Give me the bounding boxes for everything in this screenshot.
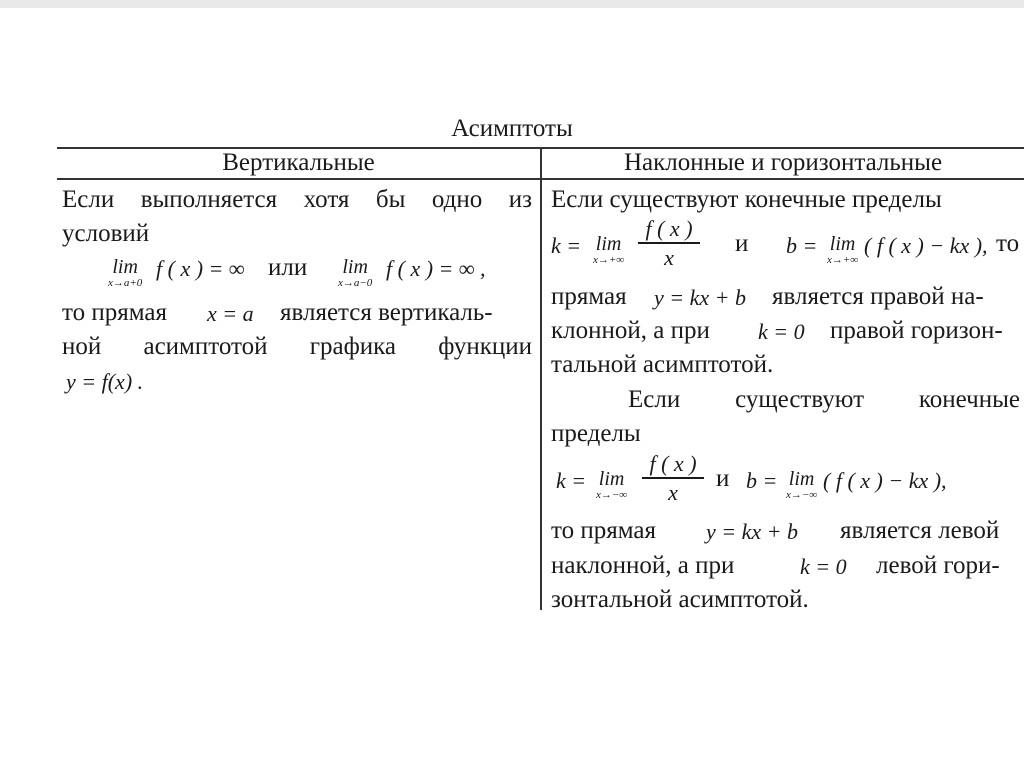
oblique-to-word: то — [996, 230, 1020, 257]
oblique-text-line-3b: является правой на- — [772, 283, 984, 310]
oblique-b-expression-left: ( f ( x ) − kx ), — [823, 468, 947, 493]
vertical-or-word: или — [268, 254, 308, 281]
vertical-text-line-4: ной асимптотой графика функции — [62, 333, 532, 360]
top-band — [0, 0, 1024, 8]
fraction-denominator: x — [664, 244, 674, 270]
oblique-text-line-4a: клонной, а при — [551, 317, 710, 344]
oblique-b-expression: ( f ( x ) − kx ), — [864, 233, 988, 258]
oblique-text-line-6: Если существуют конечные — [628, 386, 1020, 413]
oblique-and-word: и — [735, 230, 749, 257]
oblique-text-line-11: зонтальной асимптотой. — [551, 586, 809, 613]
lim-subscript: x→a+0 — [108, 277, 143, 289]
lim-subscript: x→−∞ — [786, 489, 818, 501]
oblique-text-line-9b: является левой — [840, 517, 1000, 544]
lim-subscript: x→+∞ — [827, 254, 859, 266]
oblique-line-equation-left: y = kx + b — [706, 519, 798, 544]
oblique-k-fraction-left — [642, 452, 704, 505]
oblique-line-equation-right: y = kx + b — [654, 285, 746, 310]
oblique-k-zero-left: k = 0 — [800, 554, 847, 579]
lim-word: lim — [829, 233, 856, 255]
fraction-denominator: x — [668, 479, 678, 505]
lim-word: lim — [598, 468, 625, 490]
vertical-limit-expr-1: f ( x ) = ∞ — [156, 256, 245, 281]
lim-word: lim — [342, 256, 368, 278]
oblique-text-line-7: пределы — [551, 420, 641, 447]
oblique-text-line-1: Если существуют конечные пределы — [551, 186, 942, 213]
lim-subscript: x→a−0 — [338, 277, 373, 289]
oblique-b-limit — [827, 233, 858, 266]
oblique-text-line-5: тальной асимптотой. — [551, 351, 774, 378]
fraction-bar — [638, 242, 700, 244]
column-header-oblique: Наклонные и горизонтальные — [623, 149, 943, 176]
oblique-b-limit-left — [786, 468, 817, 501]
oblique-k-zero-right: k = 0 — [758, 319, 805, 344]
oblique-text-line-4b: правой горизон- — [830, 317, 1003, 344]
lim-word: lim — [112, 256, 138, 278]
vertical-limit-expr-2: f ( x ) = ∞ , — [386, 256, 486, 281]
oblique-text-line-9a: то прямая — [551, 517, 656, 544]
oblique-text-line-3a: прямая — [551, 283, 627, 310]
fraction-bar — [642, 477, 704, 479]
vertical-function-expr: y = f(x) . — [66, 369, 144, 394]
fraction-numerator: f ( x ) — [649, 451, 697, 476]
oblique-text-line-10b: левой гори- — [876, 552, 1000, 579]
oblique-text-line-10a: наклонной, а при — [551, 552, 735, 579]
lim-subscript: x→−∞ — [596, 489, 628, 501]
lim-word: lim — [595, 233, 622, 255]
oblique-and-word-left: и — [716, 465, 730, 492]
vertical-text-line-2: условий — [62, 220, 150, 247]
vertical-limit-left — [338, 256, 372, 289]
oblique-k-fraction — [638, 217, 700, 270]
column-header-vertical: Вертикальные — [222, 149, 375, 176]
oblique-b-equals: b = — [786, 233, 818, 258]
page-title: Асимптоты — [451, 115, 573, 142]
vertical-line-equation: x = a — [207, 301, 254, 326]
oblique-k-equals-left: k = — [556, 468, 587, 493]
fraction-numerator: f ( x ) — [645, 216, 693, 241]
column-divider — [540, 147, 542, 610]
vertical-text-line-3a: то прямая — [62, 299, 167, 326]
oblique-k-limit — [593, 233, 624, 266]
vertical-text-line-1: Если выполняется хотя бы одно из — [62, 186, 532, 213]
oblique-k-equals: k = — [551, 233, 582, 258]
oblique-b-equals-left: b = — [746, 468, 778, 493]
lim-subscript: x→+∞ — [593, 254, 625, 266]
oblique-k-limit-left — [596, 468, 627, 501]
vertical-text-line-3b: является вертикаль- — [280, 299, 493, 326]
lim-word: lim — [788, 468, 815, 490]
vertical-limit-right — [108, 256, 142, 289]
